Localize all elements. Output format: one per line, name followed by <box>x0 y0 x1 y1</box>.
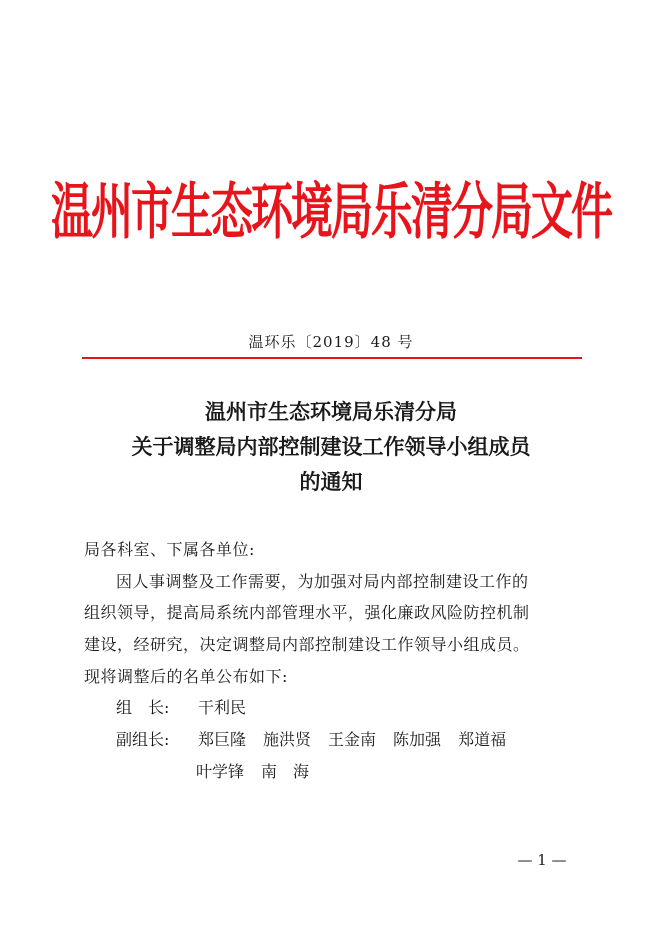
document-header-title: 温州市生态环境局乐清分局文件 <box>50 175 611 247</box>
deputy-row-continued <box>196 760 309 784</box>
deputy-name: 郑道福 <box>458 730 507 749</box>
deputy-name: 叶学锋 <box>196 762 245 781</box>
notice-title-line-2: 关于调整局内部控制建设工作领导小组成员 <box>131 434 531 459</box>
salutation: 局各科室、下属各单位: <box>84 540 255 559</box>
paragraph-line-1: 因人事调整及工作需要，为加强对局内部控制建设工作的 <box>116 572 529 591</box>
deputy-name: 郑巨隆 <box>198 730 247 749</box>
page-number: — 1 — <box>517 851 567 869</box>
deputy-name: 施洪贤 <box>263 730 312 749</box>
leader-name: 干利民 <box>198 698 247 717</box>
leader-role-label: 组 长: <box>116 698 170 717</box>
deputy-row <box>116 728 506 752</box>
red-divider-line <box>82 357 582 359</box>
paragraph-line-2: 组织领导，提高局系统内部管理水平，强化廉政风险防控机制 <box>84 603 530 622</box>
deputy-role-label: 副组长: <box>116 730 170 749</box>
paragraph-line-3: 建设，经研究，决定调整局内部控制建设工作领导小组成员。 <box>84 635 530 654</box>
deputy-name: 王金南 <box>328 730 377 749</box>
notice-title-line-1: 温州市生态环境局乐清分局 <box>205 399 457 424</box>
paragraph-line-4: 现将调整后的名单公布如下: <box>84 667 288 686</box>
deputy-name: 南 海 <box>261 762 310 781</box>
notice-title-line-3: 的通知 <box>299 469 363 494</box>
leader-row <box>116 696 246 720</box>
deputy-name: 陈加强 <box>393 730 442 749</box>
document-number: 温环乐〔2019〕48 号 <box>248 333 414 351</box>
